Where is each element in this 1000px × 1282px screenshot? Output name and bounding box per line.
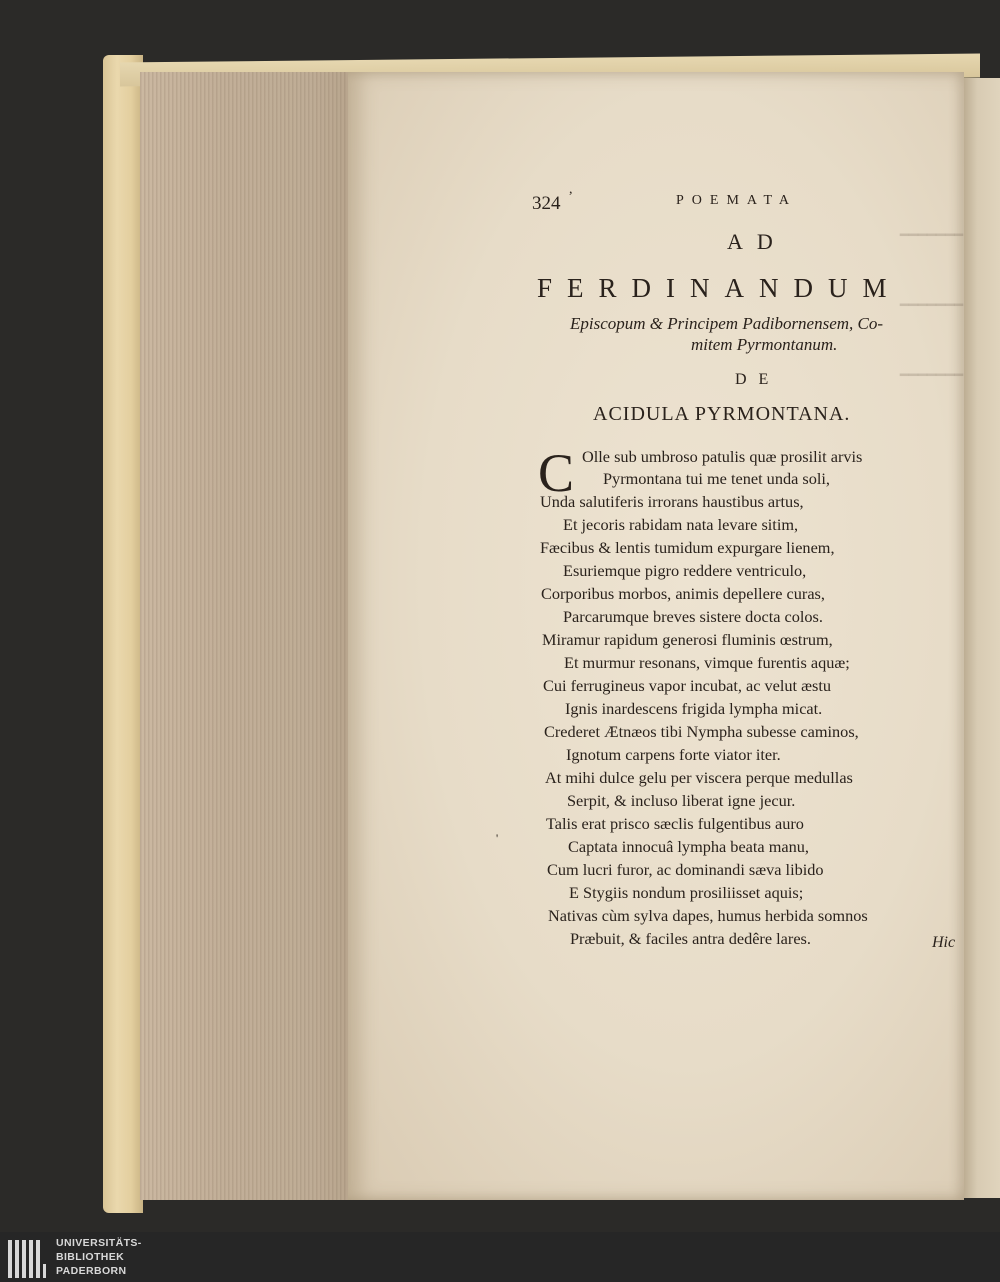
verse-line: At mihi dulce gelu per viscera perque medullas [545,768,853,787]
subtitle-line-1: Episcopum & Principem Padibornensem, Co- [570,314,884,333]
verse-line: Serpit, & incluso liberat igne jecur. [567,791,796,810]
library-name-line-1: UNIVERSITÄTS- [56,1237,142,1249]
verse-line: Parcarumque breves sistere docta colos. [563,607,823,626]
drop-cap: C [538,443,575,503]
verse-line: Talis erat prisco sæclis fulgentibus auro [546,814,804,833]
title-name: FERDINANDUM [537,273,902,303]
title-ad: AD [727,229,787,254]
facing-page-edge [962,78,1000,1198]
verse-line: Ignotum carpens forte viator iter. [566,745,781,764]
verse-line: Et murmur resonans, vimque furentis aquæ; [564,653,850,672]
page-stack-edges [140,72,354,1200]
show-through-text: ━━━━━━━ [900,368,964,384]
page-number: 324 [532,193,561,214]
show-through-text: ━━━━━━━ [900,228,964,244]
book-cover-spine [103,55,143,1213]
verse-line: Esuriemque pigro reddere ventriculo, [563,561,807,580]
library-name-line-3: PADERBORN [56,1265,127,1277]
marginal-mark: ' [496,831,499,845]
verse-line: E Stygiis nondum prosiliisset aquis; [569,883,804,902]
verse-line: Corporibus morbos, animis depellere curas, [541,584,825,603]
verse-line: Unda salutiferis irrorans haustibus artus, [540,492,804,511]
running-head: POEMATA [676,193,797,208]
verse-line: Pyrmontana tui me tenet unda soli, [603,469,830,488]
verse-line: Miramur rapidum generosi fluminis œstrum, [542,630,833,649]
catchword: Hic [932,934,956,951]
verse-line: Cum lucri furor, ac dominandi sæva libido [547,860,824,879]
verse-line: Captata innocuâ lympha beata manu, [568,837,809,856]
library-name-line-2: BIBLIOTHEK [56,1251,125,1263]
verse-line: Crederet Ætnæos tibi Nympha subesse caminos, [544,722,859,741]
verse-line: Et jecoris rabidam nata levare sitim, [563,515,799,534]
library-logo-icon [8,1236,48,1278]
poem-subject: ACIDULA PYRMONTANA. [593,403,851,425]
verse-line: Ignis inardescens frigida lympha micat. [565,699,823,718]
marginal-mark: , [569,182,573,197]
verse-line: Fæcibus & lentis tumidum expurgare lienem, [540,538,835,557]
library-footer [0,1232,1000,1282]
subtitle-line-2: mitem Pyrmontanum. [691,335,838,354]
show-through-text: ━━━━━━━ [900,298,964,314]
verse-line: Præbuit, & faciles antra dedêre lares. [570,929,811,948]
verse-line: Olle sub umbroso patulis quæ prosilit arvis [582,447,863,466]
verse-line: Nativas cùm sylva dapes, humus herbida somnos [548,906,868,925]
title-de: DE [735,371,781,388]
verse-line: Cui ferrugineus vapor incubat, ac velut æstu [543,676,832,695]
